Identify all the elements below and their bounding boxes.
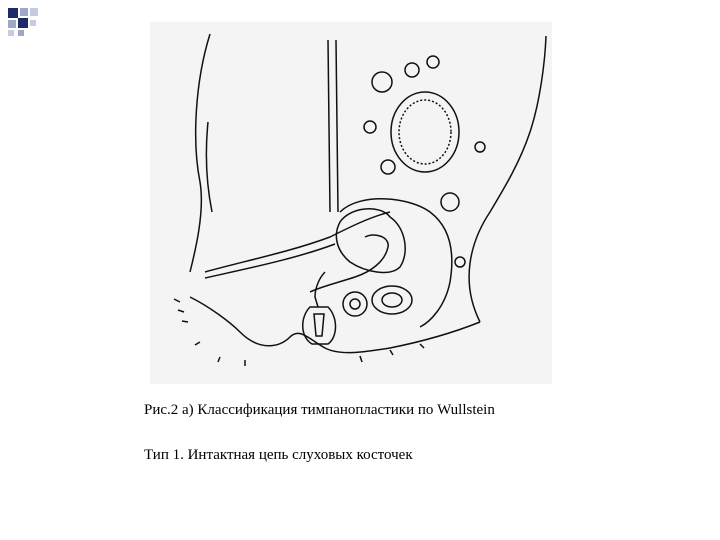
ear-anatomy-illustration [150, 22, 552, 384]
figure-caption: Рис.2 а) Классификация тимпанопластики по Wullstein [144, 402, 495, 418]
figure-subcaption: Тип 1. Интактная цепь слуховых косточек [144, 447, 413, 463]
slide-corner-squares-icon [0, 0, 60, 40]
